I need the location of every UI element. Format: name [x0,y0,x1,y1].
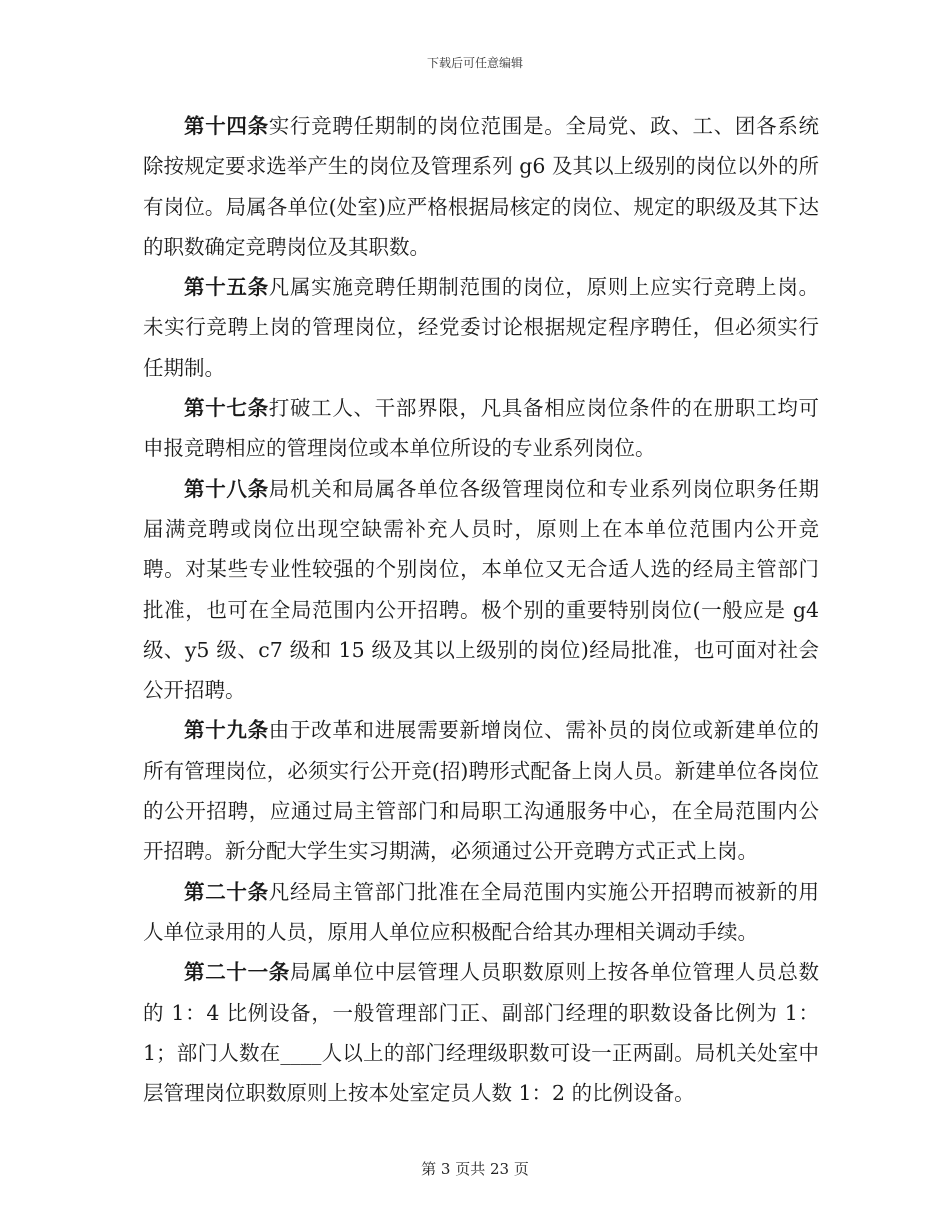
article-text: 实行竞聘任期制的岗位范围是。全局党、政、工、团各系统除按规定要求选举产生的岗位及管理系列 g6 及其以上级别的岗位以外的所有岗位。局属各单位(处室)应严格根据局核定的岗位、规定的职级及其下达的职数确定竞聘岗位及其职数。 [143,114,820,259]
article-number: 第二十条 [184,879,269,904]
article-17 [143,388,819,469]
article-15 [143,267,819,388]
article-number: 第十四条 [184,114,269,138]
article-14 [143,106,819,267]
article-text: 局属单位中层管理人员职数原则上按各单位管理人员总数的 1：4 比例设备，一般管理部门正、副部门经理的职数设备比例为 1：1；部门人数在____人以上的部门经理级职数可设一正两副。局机关处室中层管理岗位职数原则上按本处室定员人数 1：2 的比例设备。 [143,960,820,1106]
document-body [143,106,826,1113]
article-text: 凡属实施竞聘任期制范围的岗位，原则上应实行竞聘上岗。未实行竞聘上岗的管理岗位，经党委讨论根据规定程序聘任，但必须实行任期制。 [143,275,820,380]
article-text: 由于改革和进展需要新增岗位、需补员的岗位或新建单位的所有管理岗位，必须实行公开竞(招)聘形式配备上岗人员。新建单位各岗位的公开招聘，应通过局主管部门和局职工沟通服务中心，在全局范围内公开招聘。新分配大学生实习期满，必须通过公开竞聘方式正式上岗。 [143,718,820,864]
article-20 [143,872,819,953]
article-number: 第十五条 [184,275,269,300]
article-18 [143,469,826,711]
article-number: 第十八条 [184,476,269,501]
article-text: 凡经局主管部门批准在全局范围内实施公开招聘而被新的用人单位录用的人员，原用人单位应积极配合给其办理相关调动手续。 [143,879,820,944]
article-number: 第十七条 [184,396,269,421]
page-footer: 第 3 页共 23 页 [421,1160,529,1178]
article-text: 局机关和局属各单位各级管理岗位和专业系列岗位职务任期届满竞聘或岗位出现空缺需补充人员时，原则上在本单位范围内公开竞聘。对某些专业性较强的个别岗位，本单位又无合适人选的经局主管部门批准，也可在全局范围内公开招聘。极个别的重要特别岗位(一般应是 g4 级、y5 级、c7 级和 15 级及其以上级别的岗位)经局批准，也可面对社会公开招聘。 [143,476,826,703]
article-text: 打破工人、干部界限，凡具备相应岗位条件的在册职工均可申报竞聘相应的管理岗位或本单位所设的专业系列岗位。 [143,396,820,461]
article-21 [143,952,819,1113]
article-number: 第二十一条 [184,960,290,985]
article-number: 第十九条 [184,718,269,743]
article-19 [143,710,819,871]
page-header: 下载后可任意编辑 [426,56,523,70]
